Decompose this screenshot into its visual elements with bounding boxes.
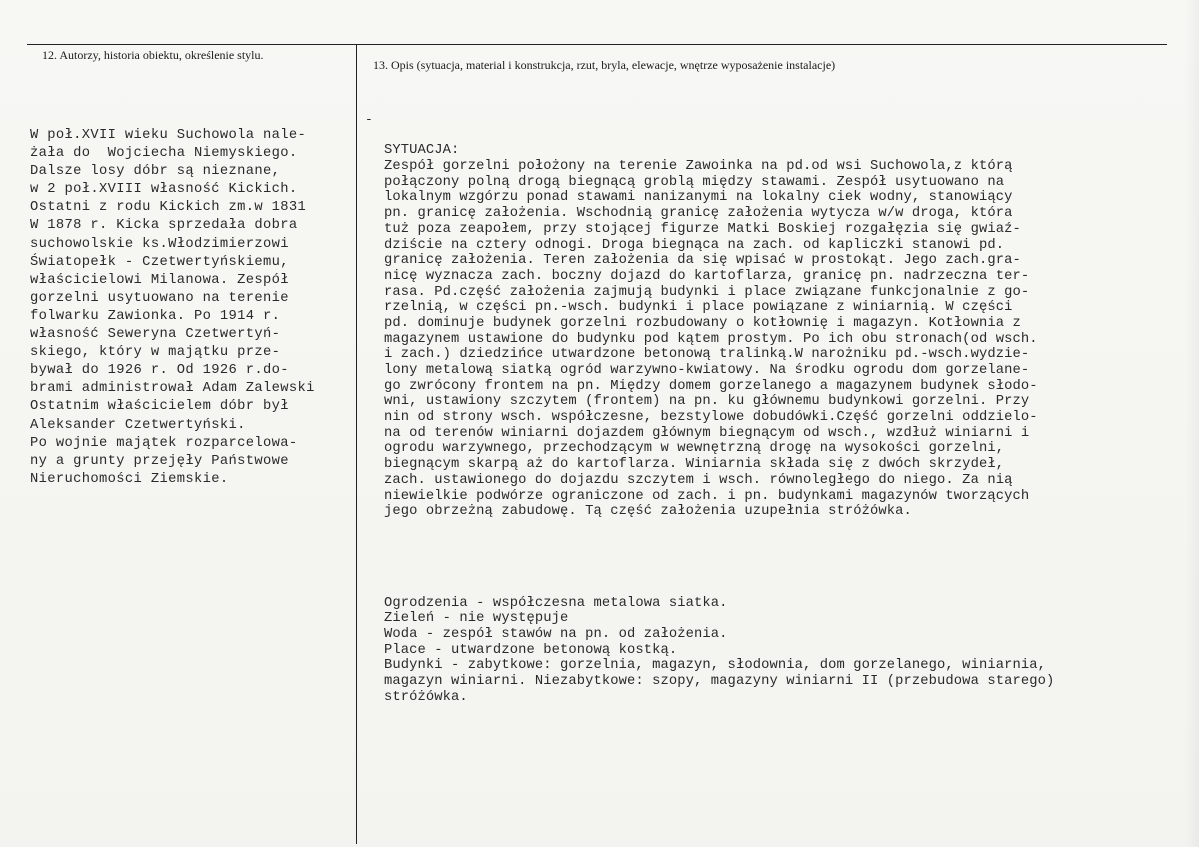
situation-line: na od terenów winiarni dojazdem głównym biegnącym od wsch., wzdłuż winiarni i xyxy=(384,425,1030,441)
history-line: własność Seweryna Czetwertyń- xyxy=(30,327,281,343)
margin-dash: - xyxy=(365,112,373,127)
situation-line: ogrodu warzywnego, przechodzącym w wewnętrzną drogę na wysokości gorzelni, xyxy=(384,441,1005,457)
situation-line: dziście na cztery odnogi. Droga biegnąca na zach. od kapliczki stanowi pd. xyxy=(384,237,1005,253)
history-line: ny a grunty przejęły Państwowe xyxy=(30,453,289,469)
situation-section xyxy=(384,143,1054,520)
situation-line: niewielkie podwórze ograniczone od zach. i pn. budynkami magazynów tworzących xyxy=(384,488,1030,504)
list-line: Place - utwardzone betonową kostką. xyxy=(384,642,678,658)
history-line: brami administrował Adam Zalewski xyxy=(30,381,315,397)
column-divider xyxy=(356,44,357,844)
list-line: magazyn winiarni. Niezabytkowe: szopy, magazyny winiarni II (przebudowa starego) xyxy=(384,674,1055,690)
history-line: W poł.XVII wieku Suchowola nale- xyxy=(30,128,307,143)
situation-line: pn. granicę założenia. Wschodnią granicę założenia wytycza w/w droga, która xyxy=(384,206,1013,222)
description-text xyxy=(384,112,1054,737)
situation-line: zach. ustawionego do dojazdu szczytem i wsch. równoległego do niego. Za nią xyxy=(384,472,1013,488)
situation-line: nin od strony wsch. współczesne, bezstylowe dobudówki.Część gorzelni oddzielo- xyxy=(384,410,1038,426)
history-line: Światopełk - Czetwertyńskiemu, xyxy=(30,254,289,270)
situation-line: nicę wyznacza zach. boczny dojazd do kartoflarza, granicę pn. nadrzeczna ter- xyxy=(384,268,1030,284)
situation-line: lony metalową siatką ogród warzywno-kwiatowy. Na środku ogrodu dom gorzelane- xyxy=(384,363,1030,379)
history-line: Ostatni z rodu Kickich zm.w 1831 xyxy=(30,200,307,216)
situation-line: pd. dominuje budynek gorzelni rozbudowany o kotłownię i magazyn. Kotłownia z xyxy=(384,315,1021,331)
list-line: Woda - zespół stawów na pn. od założenia. xyxy=(384,627,728,643)
history-line: żała do Wojciecha Niemyskiego. xyxy=(30,146,298,162)
history-line: W 1878 r. Kicka sprzedała dobra xyxy=(30,218,298,234)
history-line: bywał do 1926 r. Od 1926 r.do- xyxy=(30,363,289,379)
history-line: Aleksander Czetwertyński. xyxy=(30,417,246,433)
history-line: Dalsze losy dóbr są nieznane, xyxy=(30,164,281,180)
situation-line: i zach.) dziedzińce utwardzone betonową tralinką.W narożniku pd.-wsch.wydzie- xyxy=(384,347,1030,363)
header-rule xyxy=(27,44,1167,45)
situation-line: rzelnią, w części pn.-wsch. budynki i place powiązane z winiarnią. W części xyxy=(384,300,1013,316)
situation-line: SYTUACJA: xyxy=(384,143,460,159)
history-line: suchowolskie ks.Włodzimierzowi xyxy=(30,236,289,252)
situation-line: go zwrócony frontem na pn. Między domem gorzelanego a magazynem budynek słodo- xyxy=(384,378,1038,394)
situation-line: biegnącym skarpą aż do kartoflarza. Winiarnia składa się z dwóch skrzydeł, xyxy=(384,457,1005,473)
history-line: skiego, który w majątku prze- xyxy=(30,345,281,361)
situation-line: rasa. Pd.część założenia zajmują budynki i place związane funkcjonalnie z go- xyxy=(384,284,1030,300)
history-line: gorzelni usytuowano na terenie xyxy=(30,290,289,306)
situation-line: tuż poza zeapołem, przy stojącej figurze Matki Boskiej rozgałęzia się gwiaź- xyxy=(384,221,1021,237)
situation-line: lokalnym wzgórzu ponad stawami nanizanymi na lokalny ciek wodny, stanowiący xyxy=(384,190,1013,206)
situation-line: magazynem ustawione do budynku pod kątem prostym. Po ich obu stronach(od wsch. xyxy=(384,331,1038,347)
history-line: Ostatnim właścicielem dóbr był xyxy=(30,399,289,415)
right-column-header: 13. Opis (sytuacja, material i konstrukcja, rzut, bryla, elewacje, wnętrze wyposażenie instalacje) xyxy=(373,58,836,72)
list-line: Ogrodzenia - współczesna metalowa siatka. xyxy=(384,595,728,611)
history-line: w 2 poł.XVIII własność Kickich. xyxy=(30,182,298,198)
section-gap xyxy=(384,551,1054,564)
history-line: Po wojnie majątek rozparcelowa- xyxy=(30,435,298,451)
situation-line: Zespół gorzelni położony na terenie Zawoinka na pd.od wsi Suchowola,z którą xyxy=(384,159,1013,175)
situation-line: wni, ustawiony szczytem (frontem) na pn. ku głównemu budynkowi gorzelni. Przy xyxy=(384,394,1030,410)
list-line: Budynki - zabytkowe: gorzelnia, magazyn, słodownia, dom gorzelanego, winiarnia, xyxy=(384,658,1046,674)
situation-line: jego obrzeżną zabudowę. Tą część założenia uzupełnia stróżówka. xyxy=(384,504,912,520)
list-line: stróżówka. xyxy=(384,689,468,705)
situation-line: połączony polną drogą biegnącą groblą między stawami. Zespół usytuowano na xyxy=(384,174,1005,190)
elements-list xyxy=(384,596,1054,706)
list-line: Zieleń - nie występuje xyxy=(384,611,569,627)
situation-line: granicę założenia. Teren założenia da się wpisać w prostokąt. Jego zach.gra- xyxy=(384,253,1021,269)
page-edge-shadow xyxy=(1185,0,1199,847)
history-text xyxy=(30,127,315,489)
left-column-header: 12. Autorzy, historia obiektu, określenie stylu. xyxy=(42,48,264,62)
history-line: Nieruchomości Ziemskie. xyxy=(30,471,229,487)
history-line: folwarku Zawionka. Po 1914 r. xyxy=(30,308,281,324)
history-line: właścicielowi Milanowa. Zespół xyxy=(30,272,289,288)
